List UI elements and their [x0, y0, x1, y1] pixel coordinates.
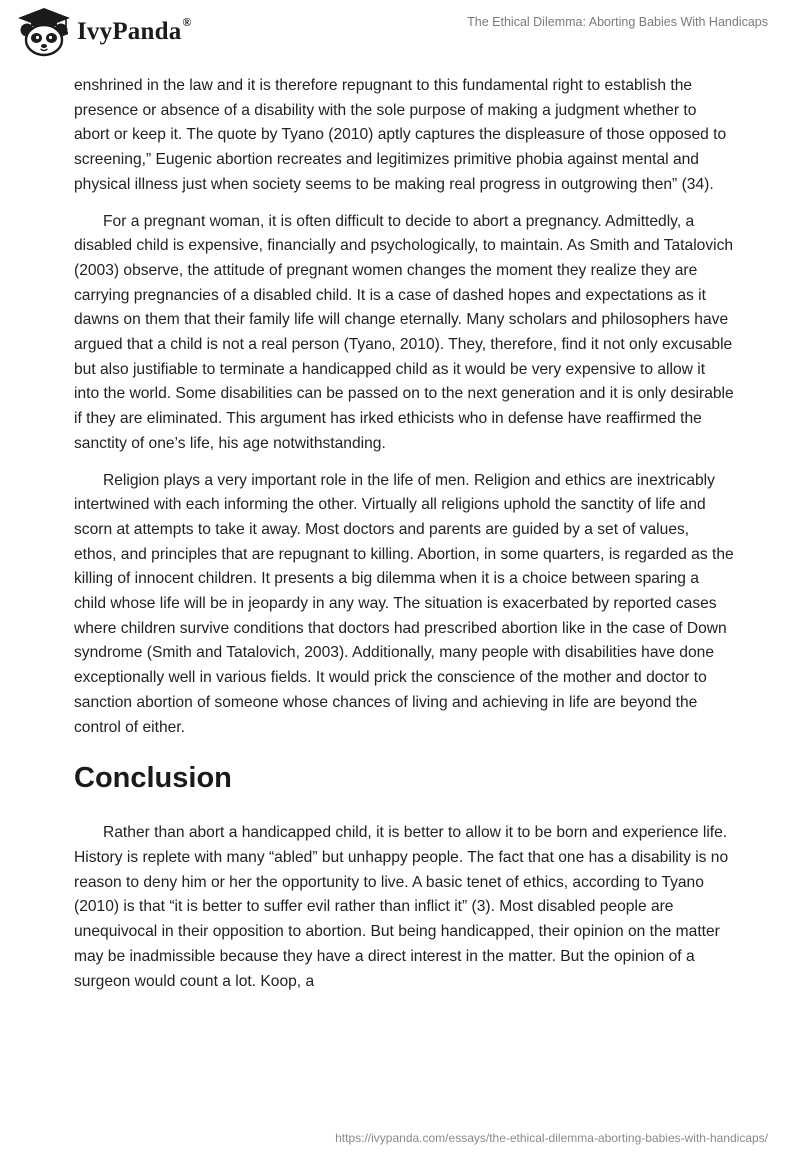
paragraph: enshrined in the law and it is therefore repugnant to this fundamental right to establish the presence or absence of a disability with the sole purpose of making a judgment whether to abort or keep it. The quote by Tyano (2010) aptly captures the displeasure of those opposed to screening,” Eugenic abortion recreates and legitimizes primitive phobia against mental and physical illness just when society seems to be making real progress in outgrowing then” (34).: [74, 77, 727, 193]
brand-text: IvyPanda: [77, 18, 182, 45]
source-url[interactable]: https://ivypanda.com/essays/the-ethical-dilemma-aborting-babies-with-handicaps/: [335, 1131, 768, 1145]
paragraph: Rather than abort a handicapped child, it is better to allow it to be born and experience life. History is replete with many “abled” but unhappy people. The fact that one has a disability is no reason to deny him or her the opportunity to live. A basic tenet of ethics, according to Tyano (2010) is that “it is better to suffer evil rather than inflict it” (3). Most disabled people are unequivocal in their opposition to abortion. But being handicapped, their opinion on the matter may be inadmissible because they have a direct interest in the matter. But the opinion of a surgeon would count a lot. Koop, a: [74, 824, 729, 990]
paragraph: For a pregnant woman, it is often difficult to decide to abort a pregnancy. Admittedly, a disabled child is expensive, financially and psychologically, to maintain. As Smith and Tatalovich (2003) observe, the attitude of pregnant women changes the moment they realize they are carrying pregnancies of a disabled child. It is a case of dashed hopes and expectations as it dawns on them that their family life will change eternally. Many scholars and philosophers have argued that a child is not a real person (Tyano, 2010). They, therefore, find it not only excusable but also justifiable to terminate a handicapped child as it would be very expensive to allow it into the world. Some disabilities can be passed on to the next generation and it is only desirable if they are eliminated. This argument has irked ethicists who in defense have reaffirmed the sanctity of one’s life, his age notwithstanding.: [74, 212, 734, 452]
document-title: The Ethical Dilemma: Aborting Babies With Handicaps: [467, 15, 768, 29]
registered-mark: ®: [182, 14, 192, 29]
panda-graduate-icon: [14, 6, 74, 58]
page-header: [0, 0, 800, 66]
paragraph: Religion plays a very important role in the life of men. Religion and ethics are inextricably intertwined with each informing the other. Virtually all religions uphold the sanctity of life and scorn at attempts to take it away. Most doctors and parents are guided by a set of values, ethos, and principles that are repugnant to killing. Abortion, in some quarters, is regarded as the killing of innocent children. It presents a big dilemma when it is a choice between sparing a child whose life will be in jeopardy in any way. The situation is exacerbated by reported cases where children survive conditions that doctors had prescribed abortion like in the case of Down syndrome (Smith and Tatalovich, 2003). Additionally, many people with disabilities have done exceptionally well in various fields. It would prick the conscience of the mother and doctor to sanction abortion of someone whose chances of living and achieving in life are beyond the control of either.: [74, 471, 734, 736]
brand-name[interactable]: [77, 14, 192, 46]
section-heading-conclusion: Conclusion: [74, 762, 232, 795]
essay-content: [74, 74, 734, 1006]
